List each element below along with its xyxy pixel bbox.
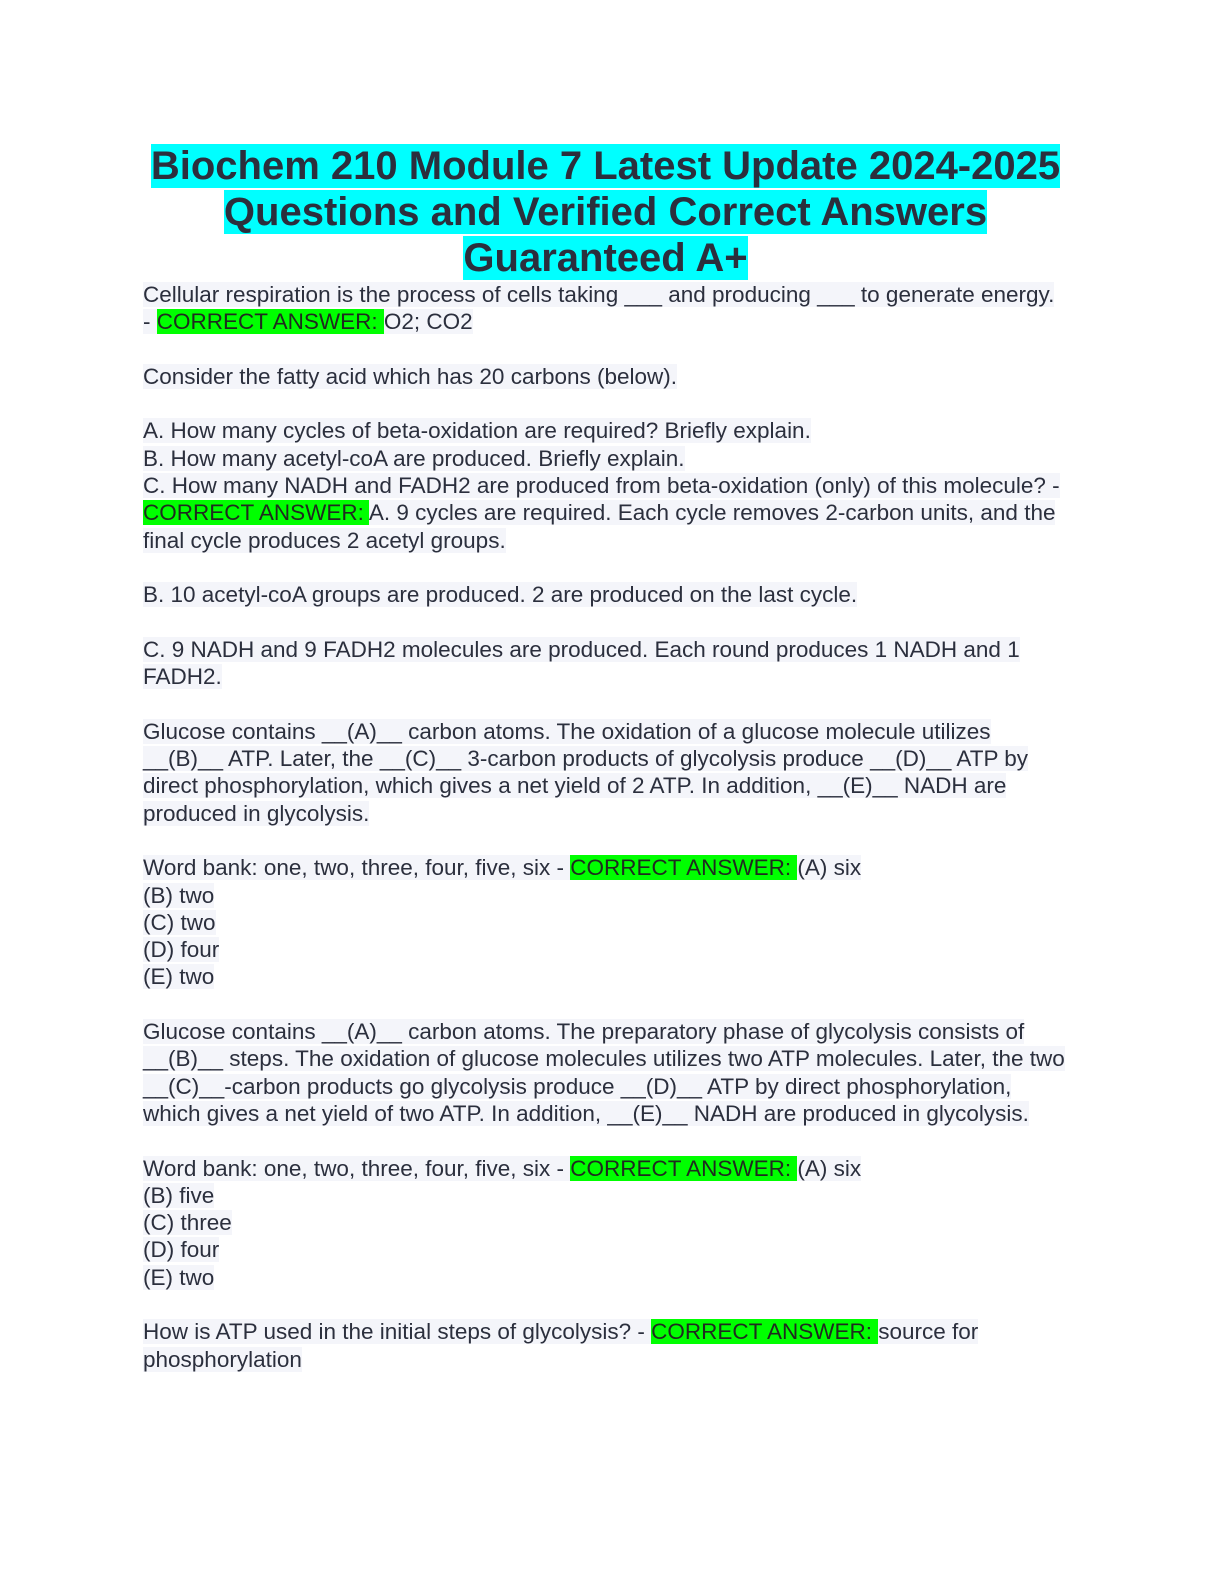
- question-1-text: Cellular respiration is the process of cells taking ___ and producing ___ to generate energy. -: [143, 282, 1055, 335]
- question-1: [143, 281, 1068, 336]
- question-4-word-bank: Word bank: one, two, three, four, five, six -: [143, 1155, 571, 1181]
- question-5: [143, 1318, 1068, 1373]
- question-5-text: How is ATP used in the initial steps of glycolysis? -: [143, 1319, 652, 1345]
- correct-answer-label: CORRECT ANSWER:: [570, 855, 798, 881]
- question-3-answer-e: (E) two: [143, 964, 215, 990]
- question-2-intro-text: Consider the fatty acid which has 20 carbons (below).: [143, 363, 678, 389]
- question-5-answer: source for phosphorylation: [143, 1319, 979, 1372]
- question-4-text: Glucose contains __(A)__ carbon atoms. The preparatory phase of glycolysis consists of __(B)__ steps. The oxidation of glucose molecules utilizes two ATP molecules. Later, the two __(C)__-carbon products go glycolysis produce __(D)__ ATP by direct phosphorylation, which gives a net yield of two ATP. In addition, __(E)__ NADH are produced in glycolysis.: [143, 1019, 1065, 1126]
- document-page: [143, 143, 1068, 1400]
- question-3-word-bank: Word bank: one, two, three, four, five, six -: [143, 855, 571, 881]
- question-2-answer-b: B. 10 acetyl-coA groups are produced. 2 are produced on the last cycle.: [143, 582, 858, 608]
- question-3-answer-c: (C) two: [143, 909, 216, 935]
- question-3: [143, 718, 1068, 827]
- title-line-2: Questions and Verified Correct Answers: [223, 190, 988, 234]
- question-4-answer-b: (B) five: [143, 1182, 215, 1208]
- question-2-intro: [143, 363, 1068, 390]
- question-2-answer-a: A. 9 cycles are required. Each cycle removes 2-carbon units, and the final cycle produces 2 acetyl groups.: [143, 500, 1056, 553]
- question-4-answer-c: (C) three: [143, 1210, 232, 1236]
- question-2-part-a: A. How many cycles of beta-oxidation are required? Briefly explain.: [143, 418, 811, 444]
- question-3-answers: [143, 854, 1068, 990]
- question-2-parts: [143, 417, 1068, 553]
- correct-answer-label: CORRECT ANSWER:: [143, 500, 369, 526]
- question-4-answer-e: (E) two: [143, 1264, 215, 1290]
- question-4-answers: [143, 1155, 1068, 1291]
- question-4-answer-a: (A) six: [797, 1155, 862, 1181]
- correct-answer-label: CORRECT ANSWER:: [651, 1319, 879, 1345]
- question-2-part-c: C. How many NADH and FADH2 are produced from beta-oxidation (only) of this molecule? -: [143, 473, 1060, 499]
- correct-answer-label: CORRECT ANSWER:: [156, 309, 384, 335]
- question-3-answer-b: (B) two: [143, 882, 215, 908]
- document-body: [143, 281, 1068, 1373]
- question-3-answer-d: (D) four: [143, 937, 220, 963]
- correct-answer-label: CORRECT ANSWER:: [570, 1155, 798, 1181]
- question-3-answer-a: (A) six: [797, 855, 862, 881]
- question-1-answer: O2; CO2: [383, 309, 473, 335]
- question-2-part-b: B. How many acetyl-coA are produced. Briefly explain.: [143, 445, 685, 471]
- title-line-1: Biochem 210 Module 7 Latest Update 2024-2025: [150, 144, 1061, 188]
- question-4-answer-d: (D) four: [143, 1237, 220, 1263]
- question-3-text: Glucose contains __(A)__ carbon atoms. The oxidation of a glucose molecule utilizes __(B)__ ATP. Later, the __(C)__ 3-carbon products of glycolysis produce __(D)__ ATP by direct phosphorylation, which gives a net yield of 2 ATP. In addition, __(E)__ NADH are produced in glycolysis.: [143, 718, 1029, 826]
- question-4: [143, 1018, 1068, 1127]
- document-title: [143, 143, 1068, 281]
- question-2-answer-c: C. 9 NADH and 9 FADH2 molecules are produced. Each round produces 1 NADH and 1 FADH2.: [143, 636, 1020, 690]
- title-line-3: Guaranteed A+: [463, 236, 748, 280]
- question-2-answer-b-para: [143, 581, 1068, 608]
- question-2-answer-c-para: [143, 636, 1068, 691]
